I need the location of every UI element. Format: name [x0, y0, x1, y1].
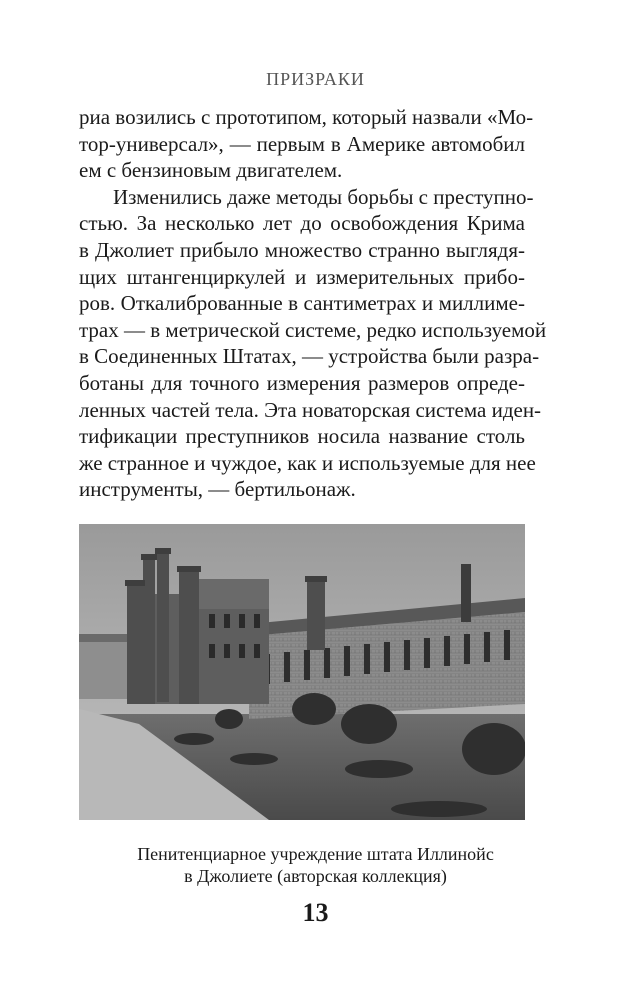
text-line: ров. Откалиброванные в сантиметрах и миллиме-: [79, 291, 525, 316]
figure-caption: [0, 843, 631, 887]
prison-photo-illustration: [79, 524, 525, 820]
text-line: трах — в метрической системе, редко используемой: [79, 317, 547, 342]
running-head: ПРИЗРАКИ: [266, 69, 365, 89]
text-line: ботаны для точного измерения размеров опреде-: [79, 370, 525, 395]
text-line: ем с бензиновым двигателем.: [79, 158, 343, 183]
text-line: риа возились с прототипом, который назвали «Мо-: [79, 105, 534, 129]
text-line: ленных частей тела. Эта новаторская система иден-: [79, 397, 542, 422]
page-number: 13: [302, 898, 329, 927]
text-line: в Джолиет прибыло множество странно выглядя-: [79, 237, 525, 262]
text-line: стью. За несколько лет до освобождения Крима: [79, 211, 525, 236]
text-line: в Соединенных Штатах, — устройства были разра-: [79, 344, 540, 369]
caption-line: в Джолиете (авторская коллекция): [184, 866, 447, 886]
text-line: же странное и чуждое, как и используемые для нее: [79, 450, 536, 475]
body-text: [79, 104, 547, 503]
text-line: тор-универсал», — первым в Америке автомобил: [79, 131, 525, 156]
text-line: щих штангенциркулей и измерительных прибо-: [79, 264, 525, 289]
prison-photo: [79, 524, 525, 820]
text-line: инструменты, — бертильонаж.: [79, 477, 356, 502]
text-line: Изменились даже методы борьбы с преступно-: [113, 184, 534, 209]
caption-line: Пенитенциарное учреждение штата Иллинойс: [137, 844, 494, 864]
text-line: тификации преступников носила название столь: [79, 424, 525, 449]
